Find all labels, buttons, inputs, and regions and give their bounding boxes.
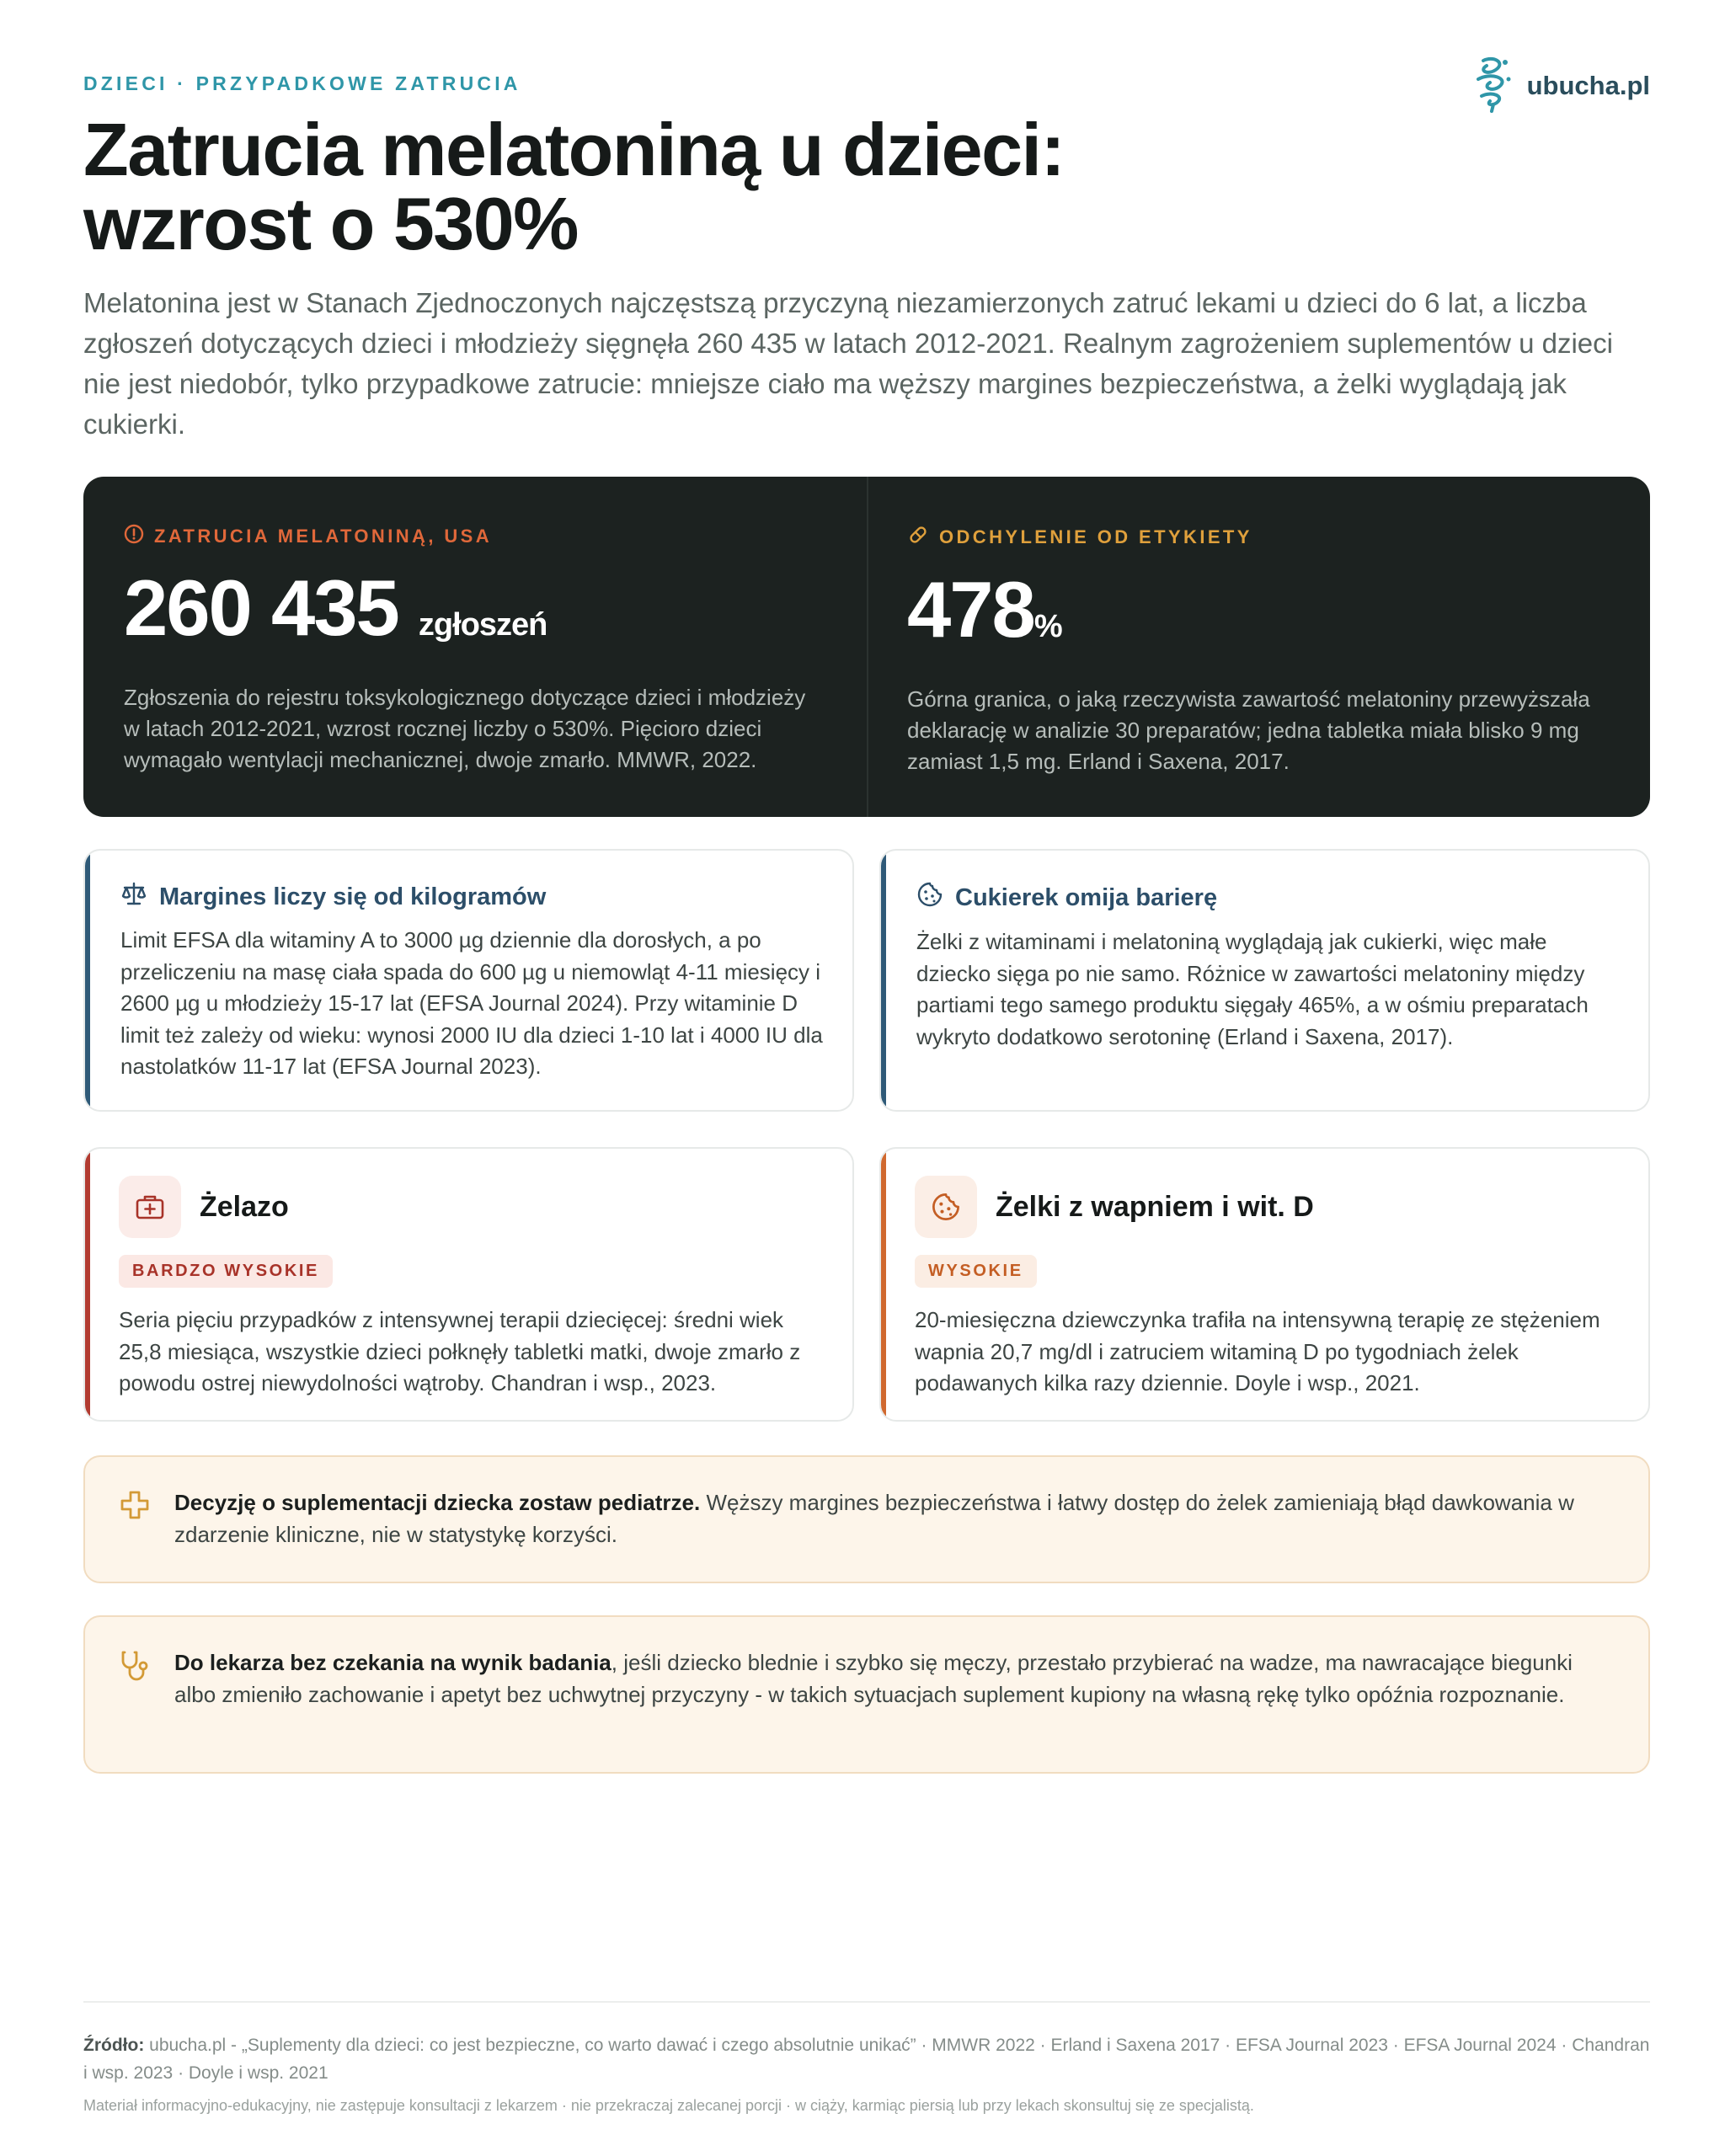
stat-unit: % xyxy=(1033,609,1062,644)
risk-badge: BARDZO WYSOKIE xyxy=(119,1255,333,1288)
lead-paragraph: Melatonina jest w Stanach Zjednoczonych najczęstszą przyczyną niezamierzonych zatruć lekami u dzieci do 6 lat, a liczba zgłoszeń dotyczących dzieci i młodzieży sięgnęła 260 435 w latach 2012-2021. Realnym zagrożeniem suplementów u dzieci nie jest niedobór, tylko przypadkowe zatrucie: mniejsze ciało ma węższy margines bezpieczeństwa, a żelki wyglądają jak cukierki. xyxy=(83,287,1613,440)
cookie-icon xyxy=(916,881,943,915)
stat-poisonings xyxy=(83,477,867,817)
stat-label-deviation xyxy=(867,477,1650,817)
title-line-2: wzrost o 530% xyxy=(83,182,578,265)
alert-circle-icon xyxy=(124,524,144,549)
page-title xyxy=(83,108,1065,265)
stat-label: ZATRUCIA MELATONINĄ, USA xyxy=(124,524,826,549)
source-line: Źródło: ubucha.pl - „Suplementy dla dzieci: co jest bezpieczne, co warto dawać i czego absolutnie unikać” · MMWR 2022 · Erland i Saxena 2017 · EFSA Journal 2023 · EFSA Journal 2024 · Chandran i wsp. 2023 · Doyle i wsp. 2021 xyxy=(83,2036,1650,2083)
card-body: Limit EFSA dla witaminy A to 3000 µg dziennie dla dorosłych, a po przeliczeniu na masę ciała spada do 600 µg u niemowląt 4-11 miesięcy i 2600 µg u młodzieży 15-17 lat (EFSA Journal 2024). Przy witaminie D limit też zależy od wieku: wynosi 2000 IU dla dzieci 1-10 lat i 4000 IU dla nastolatków 11-17 lat (EFSA Journal 2023). xyxy=(120,927,823,1079)
medical-cross-icon xyxy=(119,1489,151,1582)
card-body: Żelki z witaminami i melatoniną wyglądają jak cukierki, więc małe dziecko sięga po nie samo. Różnice w zawartości melatoniny między partiami tego samego produktu sięgały 465%, a w ośmiu preparatach wykryto dodatkowo serotoninę (Erland i Saxena, 2017). xyxy=(916,929,1589,1049)
risk-card-gummies xyxy=(879,1147,1650,1422)
footer-divider xyxy=(83,2001,1650,2003)
risk-badge: WYSOKIE xyxy=(915,1255,1037,1288)
stat-label: ODCHYLENIE OD ETYKIETY xyxy=(907,524,1610,551)
risk-heading xyxy=(915,1176,1623,1238)
info-card-margin xyxy=(83,849,854,1112)
risk-title: Żelazo xyxy=(200,1190,289,1223)
first-aid-kit-icon xyxy=(119,1176,181,1238)
logo-icon xyxy=(1471,54,1515,117)
risk-title: Żelki z wapniem i wit. D xyxy=(996,1190,1314,1223)
kicker: DZIECI · PRZYPADKOWE ZATRUCIA xyxy=(83,72,521,94)
note-doctor xyxy=(83,1615,1650,1774)
scale-icon xyxy=(120,881,147,913)
logo-text: ubucha.pl xyxy=(1526,70,1650,100)
pill-icon xyxy=(907,524,929,551)
stat-value: 260 435 zgłoszeń xyxy=(124,563,547,652)
stat-value: 478% xyxy=(907,565,1062,654)
card-heading: Margines liczy się od kilogramów xyxy=(120,881,827,913)
stat-description: Górna granica, o jaką rzeczywista zawartość melatoniny przewyższała deklarację w analizie 30 preparatów; jedna tabletka miała blisko 9 mg zamiast 1,5 mg. Erland i Saxena, 2017. xyxy=(907,686,1590,774)
stat-description: Zgłoszenia do rejestru toksykologicznego dotyczące dzieci i młodzieży w latach 2012-2021, wzrost rocznej liczby o 530%. Pięcioro dzieci wymagało wentylacji mechanicznej, dwoje zmarło. MMWR, 2022. xyxy=(124,685,806,772)
note-text: Decyzję o suplementacji dziecka zostaw pediatrze. Węższy margines bezpieczeństwa i łatwy dostęp do żelek zamieniają błąd dawkowania w zdarzenie kliniczne, nie w statystykę korzyści. xyxy=(174,1490,1574,1547)
note-pediatrician xyxy=(83,1455,1650,1583)
card-body: 20-miesięczna dziewczynka trafiła na intensywną terapię ze stężeniem wapnia 20,7 mg/dl i zatruciem witaminą D po tygodniach żelek podawanych kilka razy dziennie. Doyle i wsp., 2021. xyxy=(915,1307,1600,1396)
stat-unit: zgłoszeń xyxy=(418,607,547,643)
title-line-1: Zatrucia melatoniną u dzieci: xyxy=(83,108,1065,191)
stethoscope-icon xyxy=(119,1649,151,1772)
stats-panel xyxy=(83,477,1650,817)
note-text: Do lekarza bez czekania na wynik badania, jeśli dziecko blednie i szybko się męczy, przestało przybierać na wadze, ma nawracające biegunki albo zmieniło zachowanie i apetyt bez uchwytnej przyczyny - w takich sytuacjach suplement kupiony na własną rękę tylko opóźnia rozpoznanie. xyxy=(174,1650,1573,1707)
risk-heading xyxy=(119,1176,827,1238)
disclaimer: Materiał informacyjno-edukacyjny, nie zastępuje konsultacji z lekarzem · nie przekraczaj zalecanej porcji · w ciąży, karmiąc piersią lub przy lekach skonsultuj się ze specjalistą. xyxy=(83,2097,1254,2114)
card-body: Seria pięciu przypadków z intensywnej terapii dziecięcej: średni wiek 25,8 miesiąca, wszystkie dzieci połknęły tabletki matki, dwoje zmarło z powodu ostrej niewydolności wątroby. Chandran i wsp., 2023. xyxy=(119,1307,801,1396)
info-card-candy xyxy=(879,849,1650,1112)
risk-card-iron xyxy=(83,1147,854,1422)
card-heading: Cukierek omija barierę xyxy=(916,881,1623,915)
logo[interactable] xyxy=(1471,54,1650,117)
cookie-icon xyxy=(915,1176,977,1238)
